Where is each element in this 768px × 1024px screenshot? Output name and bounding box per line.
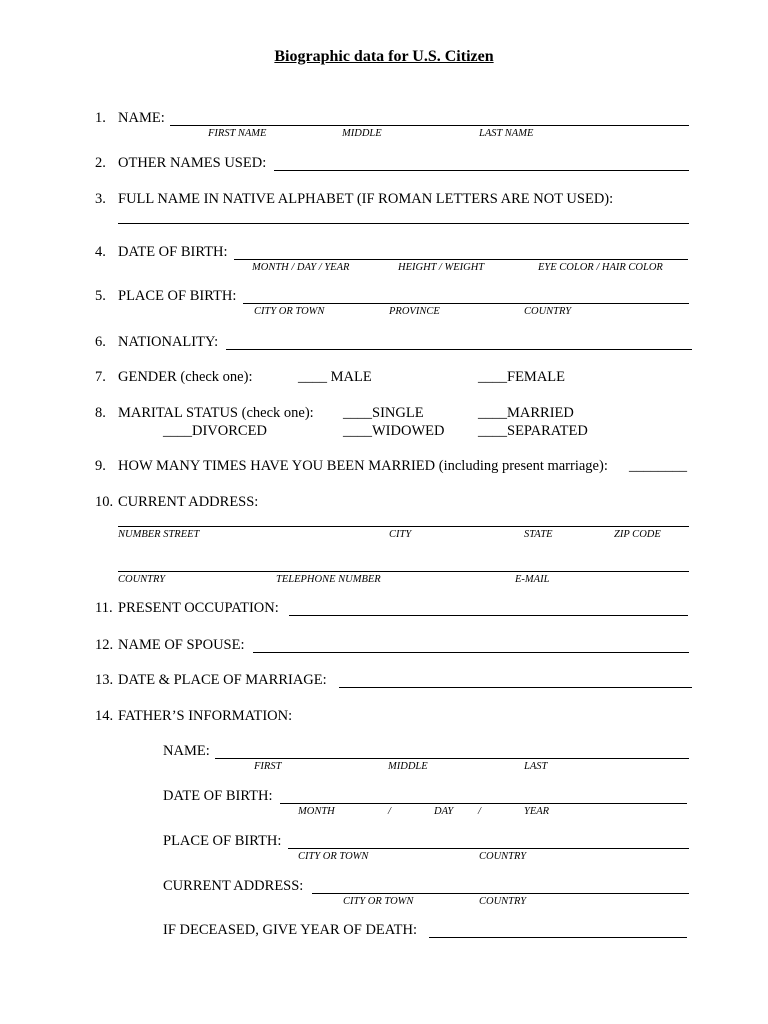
- q4-number: 4.: [95, 244, 106, 260]
- father-name-caption-first: FIRST: [254, 761, 282, 772]
- gender-option-male[interactable]: ____ MALE: [298, 369, 372, 385]
- marital-option-separated[interactable]: ____SEPARATED: [478, 423, 588, 439]
- father-dob-label: DATE OF BIRTH:: [163, 788, 273, 804]
- q7-label: GENDER (check one):: [118, 369, 253, 385]
- q11-occupation-field[interactable]: [289, 615, 688, 616]
- q2-other-names-field[interactable]: [274, 170, 689, 171]
- q1-caption-middle: MIDDLE: [342, 128, 382, 139]
- q10-caption-country: COUNTRY: [118, 574, 166, 585]
- marital-option-single[interactable]: ____SINGLE: [343, 405, 424, 421]
- q5-caption-city: CITY OR TOWN: [254, 306, 325, 317]
- q1-caption-last: LAST NAME: [479, 128, 534, 139]
- q4-label: DATE OF BIRTH:: [118, 244, 228, 260]
- father-deceased-label: IF DECEASED, GIVE YEAR OF DEATH:: [163, 922, 418, 938]
- q1-label: NAME:: [118, 110, 165, 126]
- q4-birth-details-field[interactable]: [234, 259, 688, 260]
- q13-label: DATE & PLACE OF MARRIAGE:: [118, 672, 327, 688]
- q9-times-married-field[interactable]: ________: [629, 458, 687, 474]
- q1-caption-first: FIRST NAME: [208, 128, 267, 139]
- q10-caption-email: E-MAIL: [515, 574, 550, 585]
- father-pob-caption-country: COUNTRY: [479, 851, 527, 862]
- q10-caption-number-street: NUMBER STREET: [118, 529, 200, 540]
- q12-number: 12.: [95, 637, 114, 653]
- father-name-caption-last: LAST: [524, 761, 548, 772]
- q10-label: CURRENT ADDRESS:: [118, 494, 259, 510]
- q1-number: 1.: [95, 110, 106, 126]
- q3-label: FULL NAME IN NATIVE ALPHABET (IF ROMAN LETTERS ARE NOT USED):: [118, 191, 614, 207]
- q4-caption-eye-hair: EYE COLOR / HAIR COLOR: [538, 262, 663, 273]
- q11-number: 11.: [95, 600, 113, 616]
- father-dob-caption-year: YEAR: [524, 806, 550, 817]
- q13-marriage-field[interactable]: [339, 687, 692, 688]
- q4-caption-height-weight: HEIGHT / WEIGHT: [398, 262, 485, 273]
- father-name-caption-middle: MIDDLE: [388, 761, 428, 772]
- q2-number: 2.: [95, 155, 106, 171]
- q10-caption-state: STATE: [524, 529, 553, 540]
- q9-label: HOW MANY TIMES HAVE YOU BEEN MARRIED (including present marriage):: [118, 458, 608, 474]
- father-pob-field[interactable]: [288, 848, 689, 849]
- q10-caption-city: CITY: [389, 529, 412, 540]
- q2-label: OTHER NAMES USED:: [118, 155, 267, 171]
- father-address-label: CURRENT ADDRESS:: [163, 878, 304, 894]
- q5-caption-country: COUNTRY: [524, 306, 572, 317]
- father-address-field[interactable]: [312, 893, 689, 894]
- q10-number: 10.: [95, 494, 114, 510]
- father-dob-caption-day: DAY: [434, 806, 454, 817]
- father-pob-caption-city: CITY OR TOWN: [298, 851, 369, 862]
- q1-name-field[interactable]: [170, 125, 689, 126]
- q5-number: 5.: [95, 288, 106, 304]
- q7-number: 7.: [95, 369, 106, 385]
- q14-number: 14.: [95, 708, 114, 724]
- q12-label: NAME OF SPOUSE:: [118, 637, 245, 653]
- q9-number: 9.: [95, 458, 106, 474]
- form-title: Biographic data for U.S. Citizen: [274, 48, 494, 65]
- q10-address-line-1[interactable]: [118, 526, 689, 527]
- q6-label: NATIONALITY:: [118, 334, 219, 350]
- father-address-caption-city: CITY OR TOWN: [343, 896, 414, 907]
- q3-native-name-field[interactable]: [118, 223, 689, 224]
- father-address-caption-country: COUNTRY: [479, 896, 527, 907]
- q5-caption-province: PROVINCE: [389, 306, 440, 317]
- q6-number: 6.: [95, 334, 106, 350]
- father-pob-label: PLACE OF BIRTH:: [163, 833, 282, 849]
- father-dob-caption-slash-2: /: [478, 806, 481, 817]
- q8-label: MARITAL STATUS (check one):: [118, 405, 314, 421]
- father-death-year-field[interactable]: [429, 937, 687, 938]
- q5-place-of-birth-field[interactable]: [243, 303, 689, 304]
- father-dob-caption-slash-1: /: [388, 806, 391, 817]
- q11-label: PRESENT OCCUPATION:: [118, 600, 279, 616]
- marital-option-married[interactable]: ____MARRIED: [478, 405, 574, 421]
- q12-spouse-name-field[interactable]: [253, 652, 689, 653]
- q8-number: 8.: [95, 405, 106, 421]
- q3-number: 3.: [95, 191, 106, 207]
- father-dob-field[interactable]: [280, 803, 687, 804]
- q6-nationality-field[interactable]: [226, 349, 692, 350]
- marital-option-divorced[interactable]: ____DIVORCED: [163, 423, 267, 439]
- father-name-field[interactable]: [215, 758, 689, 759]
- q10-caption-telephone: TELEPHONE NUMBER: [276, 574, 381, 585]
- q5-label: PLACE OF BIRTH:: [118, 288, 237, 304]
- q14-label: FATHER’S INFORMATION:: [118, 708, 293, 724]
- q13-number: 13.: [95, 672, 114, 688]
- father-name-label: NAME:: [163, 743, 210, 759]
- gender-option-female[interactable]: ____FEMALE: [478, 369, 565, 385]
- father-dob-caption-month: MONTH: [298, 806, 335, 817]
- q10-address-line-2[interactable]: [118, 571, 689, 572]
- q4-caption-date: MONTH / DAY / YEAR: [252, 262, 350, 273]
- q10-caption-zip: ZIP CODE: [614, 529, 661, 540]
- marital-option-widowed[interactable]: ____WIDOWED: [343, 423, 445, 439]
